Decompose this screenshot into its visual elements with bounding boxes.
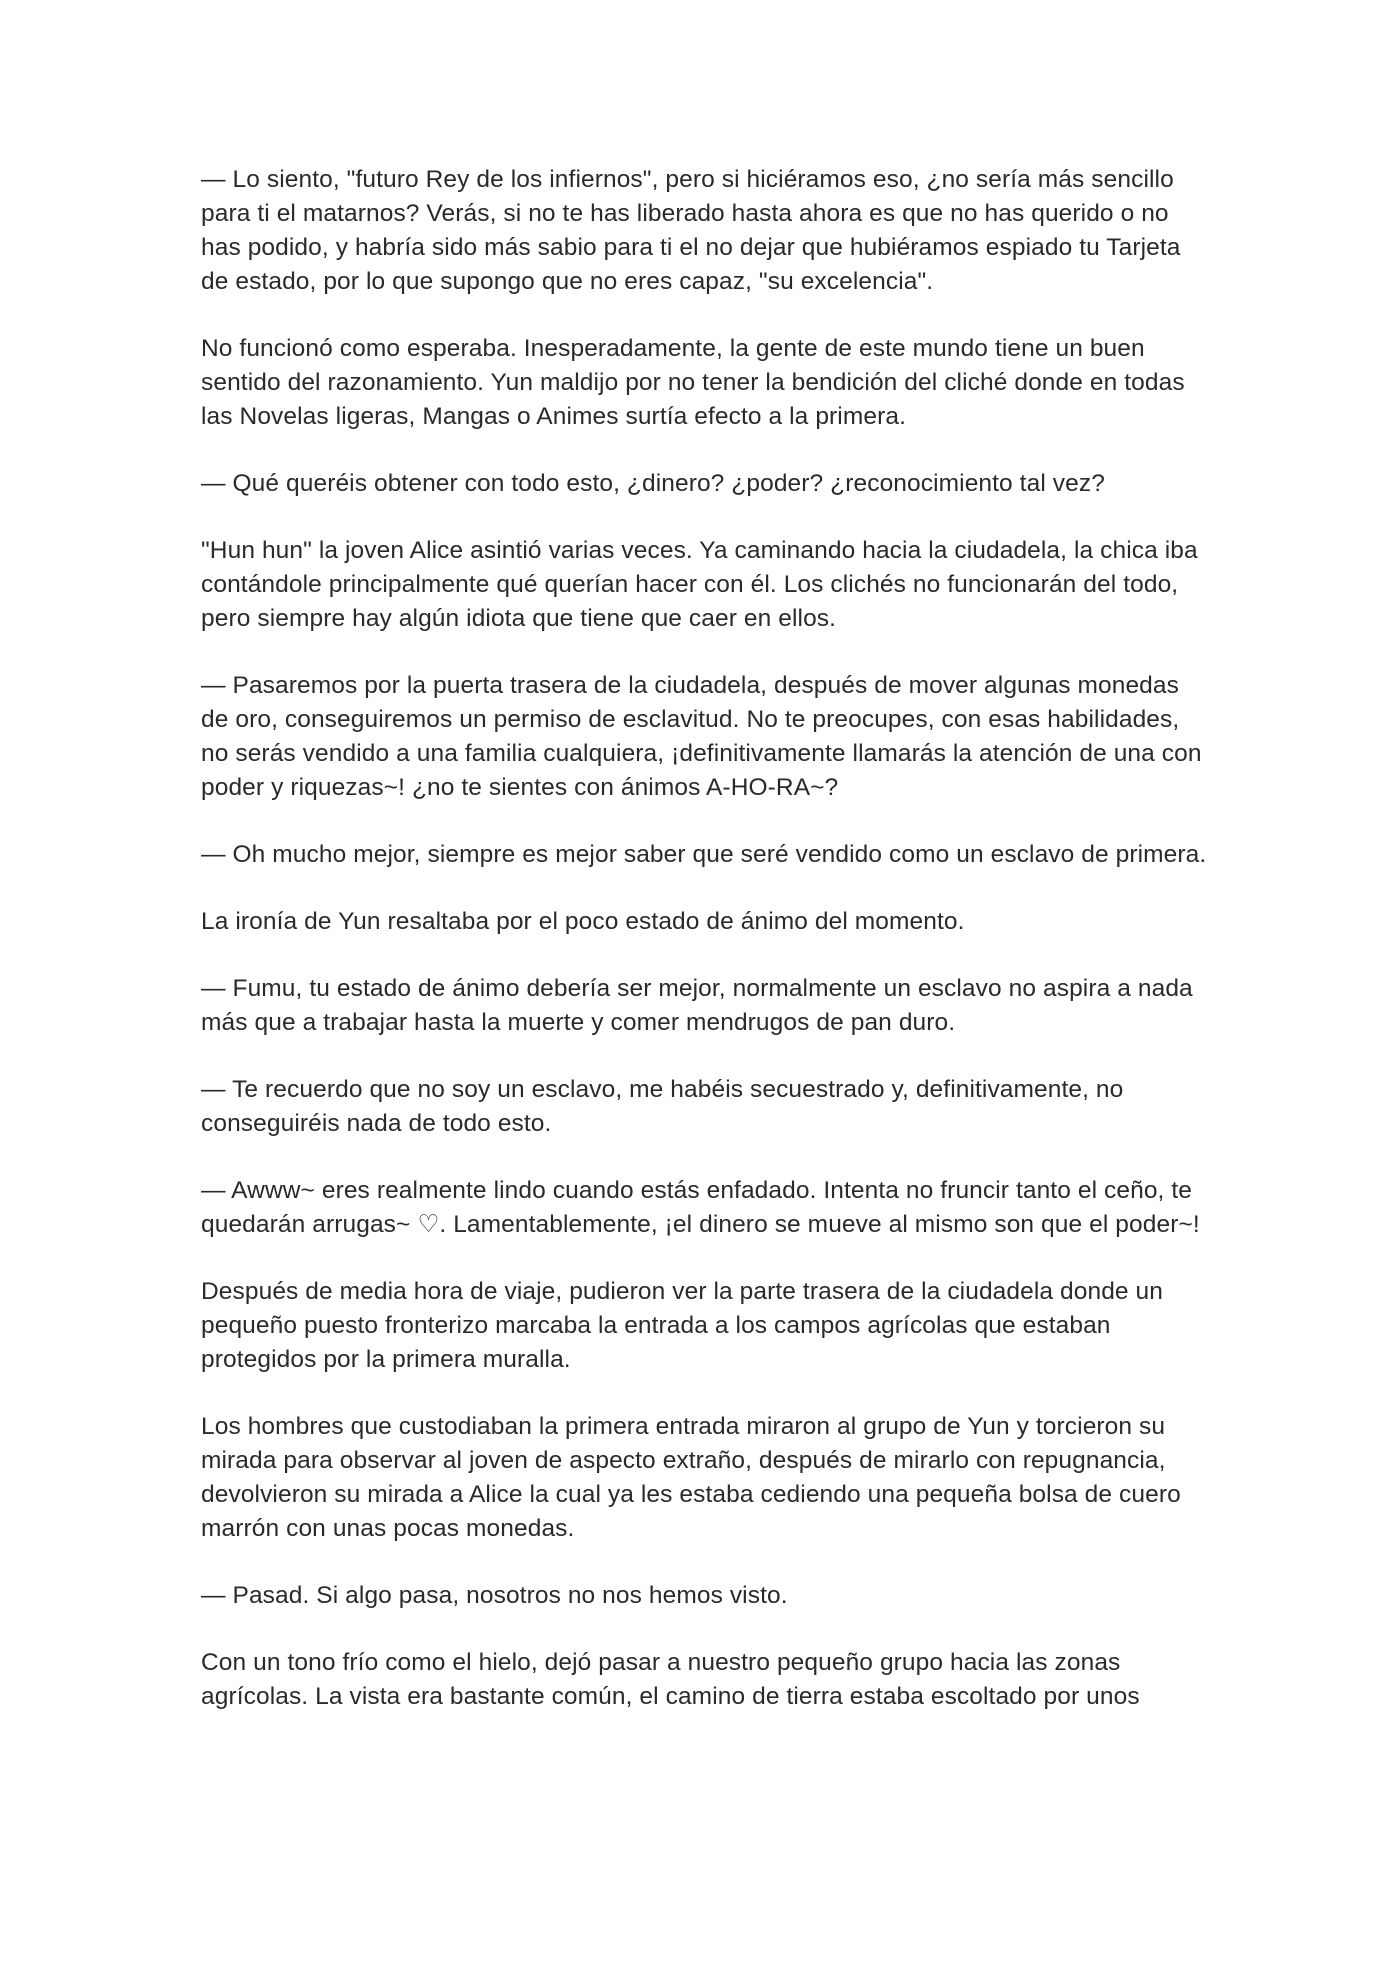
paragraph-12: Los hombres que custodiaban la primera entrada miraron al grupo de Yun y torcieron su mirada para observar al joven de aspecto extraño, después de mirarlo con repugnancia, devolvieron su mirada a Alice la cual ya les estaba cediendo una pequeña bolsa de cuero marrón con unas pocas monedas. xyxy=(201,1413,1181,1542)
paragraph-14: Con un tono frío como el hielo, dejó pasar a nuestro pequeño grupo hacia las zonas agrícolas. La vista era bastante común, el camino de tierra estaba escoltado por unos xyxy=(201,1649,1140,1710)
paragraph-9: — Te recuerdo que no soy un esclavo, me habéis secuestrado y, definitivamente, no conseguiréis nada de todo esto. xyxy=(201,1076,1124,1137)
paragraph-5: — Pasaremos por la puerta trasera de la ciudadela, después de mover algunas monedas de oro, conseguiremos un permiso de esclavitud. No te preocupes, con esas habilidades, no serás vendido a una familia cualquiera, ¡definitivamente llamarás la atención de una con poder y riquezas~! ¿no te sientes con ánimos A-HO-RA~? xyxy=(201,672,1202,801)
paragraph-2: No funcionó como esperaba. Inesperadamente, la gente de este mundo tiene un buen sentido del razonamiento. Yun maldijo por no tener la bendición del cliché donde en todas las Novelas ligeras, Mangas o Animes surtía efecto a la primera. xyxy=(201,335,1185,430)
paragraph-13: — Pasad. Si algo pasa, nosotros no nos hemos visto. xyxy=(201,1582,788,1609)
paragraph-11: Después de media hora de viaje, pudieron ver la parte trasera de la ciudadela donde un pequeño puesto fronterizo marcaba la entrada a los campos agrícolas que estaban protegidos por la primera muralla. xyxy=(201,1278,1164,1373)
paragraph-10: — Awww~ eres realmente lindo cuando estás enfadado. Intenta no fruncir tanto el ceño, te quedarán arrugas~ ♡. Lamentablemente, ¡el dinero se mueve al mismo son que el poder~! xyxy=(201,1177,1200,1238)
paragraph-4: "Hun hun" la joven Alice asintió varias veces. Ya caminando hacia la ciudadela, la chica iba contándole principalmente qué querían hacer con él. Los clichés no funcionarán del todo, pero siempre hay algún idiota que tiene que caer en ellos. xyxy=(201,537,1198,632)
paragraph-6: — Oh mucho mejor, siempre es mejor saber que seré vendido como un esclavo de primera. xyxy=(201,841,1207,868)
paragraph-7: La ironía de Yun resaltaba por el poco estado de ánimo del momento. xyxy=(201,908,965,935)
paragraph-8: — Fumu, tu estado de ánimo debería ser mejor, normalmente un esclavo no aspira a nada más que a trabajar hasta la muerte y comer mendrugos de pan duro. xyxy=(201,975,1193,1036)
paragraph-3: — Qué queréis obtener con todo esto, ¿dinero? ¿poder? ¿reconocimiento tal vez? xyxy=(201,470,1105,497)
paragraph-1: — Lo siento, "futuro Rey de los infiernos", pero si hiciéramos eso, ¿no sería más sencillo para ti el matarnos? Verás, si no te has liberado hasta ahora es que no has querido o no has podido, y habría sido más sabio para ti el no dejar que hubiéramos espiado tu Tarjeta de estado, por lo que supongo que no eres capaz, "su excelencia". xyxy=(201,166,1181,295)
